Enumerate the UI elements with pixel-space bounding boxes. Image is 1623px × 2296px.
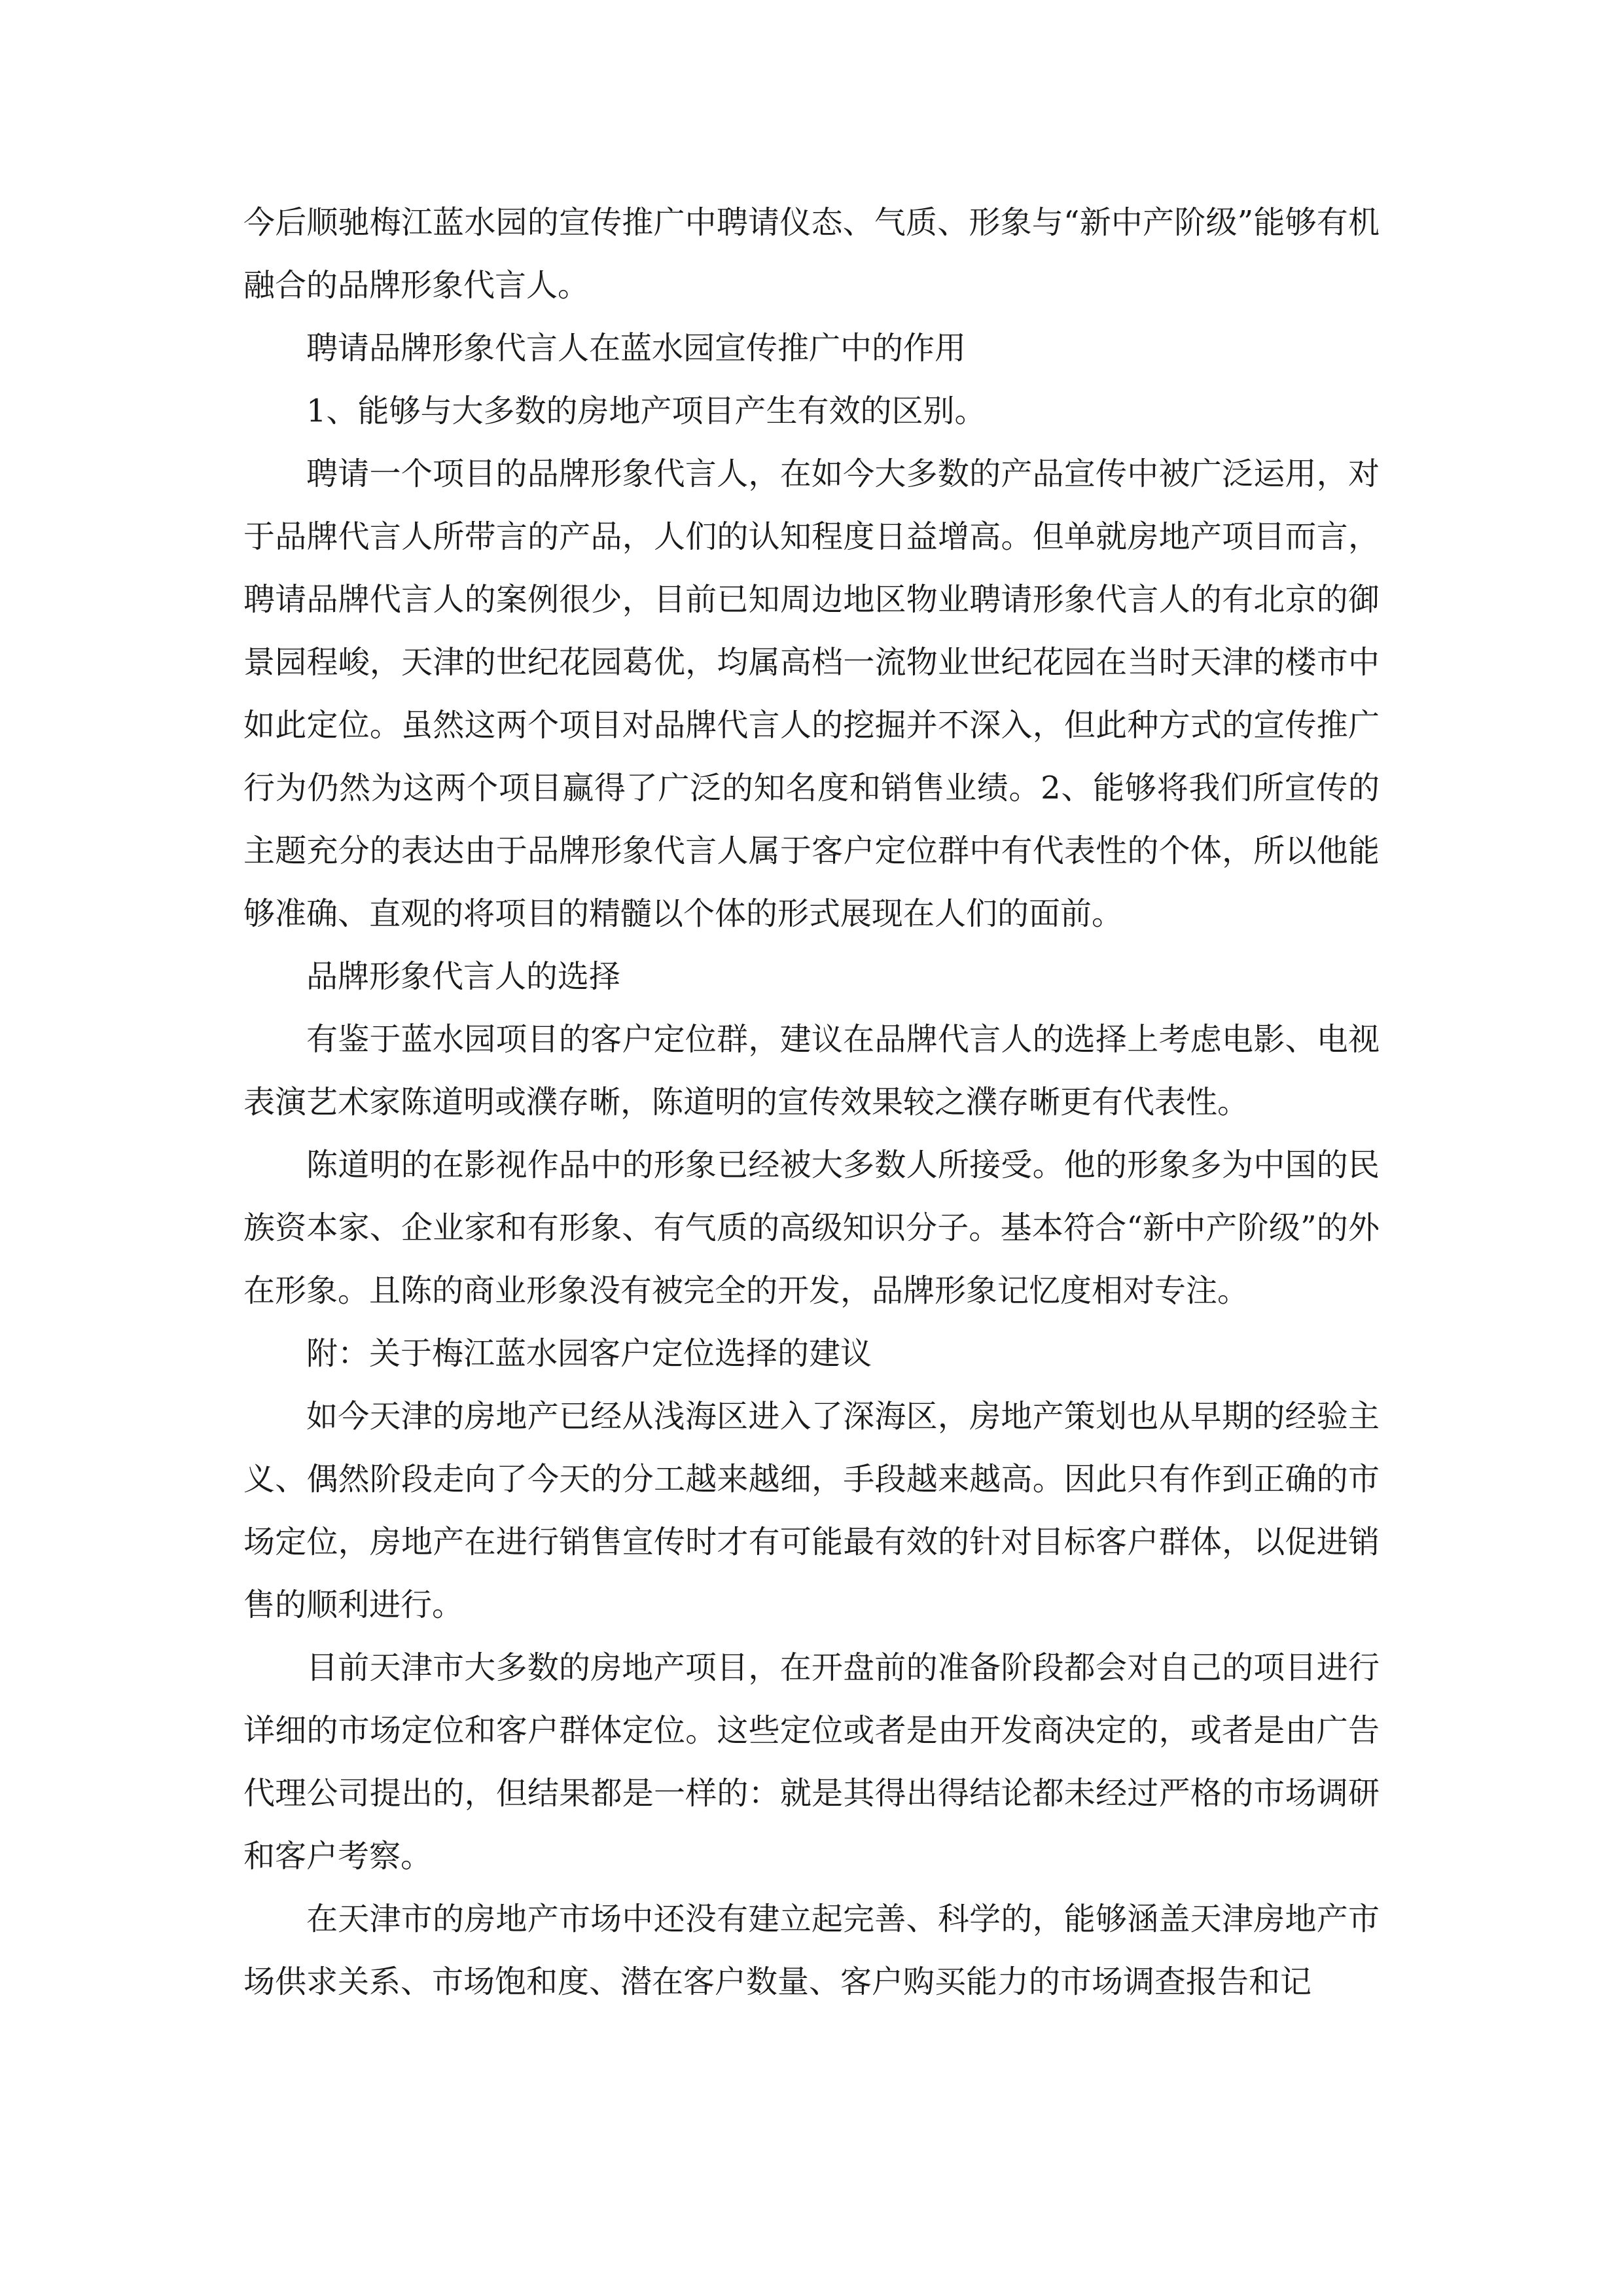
paragraph-selection-suggestion: 有鉴于蓝水园项目的客户定位群，建议在品牌代言人的选择上考虑电影、电视表演艺术家陈道明或濮存晰，陈道明的宣传效果较之濮存晰更有代表性。 [243, 1021, 1380, 1121]
paragraph-current-projects: 目前天津市大多数的房地产项目，在开盘前的准备阶段都会对自己的项目进行详细的市场定位和客户群体定位。这些定位或者是由开发商决定的，或者是由广告代理公司提出的，但结果都是一样的：就是其得出得结论都未经过严格的市场调研和客户考察。 [243, 1649, 1380, 1874]
section-heading-role: 聘请品牌形象代言人在蓝水园宣传推广中的作用 [306, 330, 967, 367]
document-body [243, 191, 1380, 2013]
paragraph-market-positioning: 如今天津的房地产已经从浅海区进入了深海区，房地产策划也从早期的经验主义、偶然阶段走向了今天的分工越来越细，手段越来越高。因此只有作到正确的市场定位，房地产在进行销售宣传时才有可能最有效的针对目标客户群体，以促进销售的顺利进行。 [243, 1398, 1380, 1623]
paragraph-chen-daoming: 陈道明的在影视作品中的形象已经被大多数人所接受。他的形象多为中国的民族资本家、企业家和有形象、有气质的高级知识分子。基本符合“新中产阶级”的外在形象。且陈的商业形象没有被完全的开发，品牌形象记忆度相对专注。 [243, 1147, 1380, 1309]
section-heading-selection: 品牌形象代言人的选择 [306, 958, 621, 995]
paragraph-spokesperson-cases: 聘请一个项目的品牌形象代言人，在如今大多数的产品宣传中被广泛运用，对于品牌代言人所带言的产品，人们的认知程度日益增高。但单就房地产项目而言，聘请品牌代言人的案例很少，目前已知周边地区物业聘请形象代言人的有北京的御景园程峻，天津的世纪花园葛优，均属高档一流物业世纪花园在当时天津的楼市中如此定位。虽然这两个项目对品牌代言人的挖掘并不深入，但此种方式的宣传推广行为仍然为这两个项目赢得了广泛的知名度和销售业绩。2、能够将我们所宣传的主题充分的表达由于品牌形象代言人属于客户定位群中有代表性的个体，所以他能够准确、直观的将项目的精髓以个体的形式展现在人们的面前。 [243, 456, 1380, 932]
section-heading-appendix: 附：关于梅江蓝水园客户定位选择的建议 [306, 1335, 872, 1372]
paragraph-continuation: 今后顺驰梅江蓝水园的宣传推广中聘请仪态、气质、形象与“新中产阶级”能够有机融合的品牌形象代言人。 [243, 204, 1380, 304]
list-item-distinction: 1、能够与大多数的房地产项目产生有效的区别。 [306, 393, 986, 429]
paragraph-market-research: 在天津市的房地产市场中还没有建立起完善、科学的，能够涵盖天津房地产市场供求关系、市场饱和度、潜在客户数量、客户购买能力的市场调查报告和记 [243, 1901, 1380, 2000]
